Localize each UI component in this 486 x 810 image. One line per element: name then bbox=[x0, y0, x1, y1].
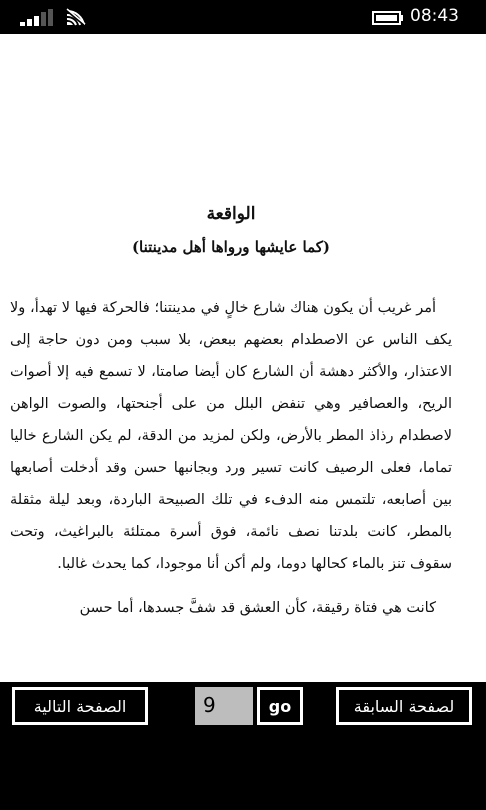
article bbox=[10, 204, 452, 634]
page-number-input[interactable]: 9 bbox=[195, 687, 253, 725]
go-button[interactable]: go bbox=[257, 687, 303, 725]
status-bar bbox=[0, 0, 486, 34]
article-title: الواقعة bbox=[206, 204, 256, 224]
wifi-icon bbox=[64, 8, 86, 26]
next-page-button[interactable]: الصفحة التالية bbox=[12, 687, 148, 725]
battery-icon bbox=[372, 11, 404, 25]
previous-page-button[interactable]: لصفحة السابقة bbox=[336, 687, 472, 725]
article-subtitle: (كما عايشها ورواها أهل مدينتنا) bbox=[131, 238, 331, 256]
page-navigation-bar bbox=[0, 682, 486, 810]
article-paragraph: كانت هي فتاة رقيقة، كأن العشق قد شفَّ جسدها، أما حسن bbox=[79, 600, 436, 616]
clock: 08:43 bbox=[410, 6, 459, 26]
article-paragraph: أمر غريب أن يكون هناك شارع خالٍ في مدينتنا؛ فالحركة فيها لا تهدأ، ولا يكف الناس عن الاصطدام بعضهم ببعض، بلا سبب ومن دون حاجة إلى الاعتذار، والأكثر دهشة أن الشارع كان أيضا صامتا، لا تسمع فيه إلا أصوات الريح، والعصافير وهي تنفض البلل من على أجنحتها، والصوت الواهن لاصطدام رذاذ المطر بالأرض، ولكن لمزيد من الدقة، لم يكن الشارع خاليا تماما، فعلى الرصيف كانت تسير ورد وبجانبها حسن وقد أدخلت أصابعها بين أصابعه، تلتمس منه الدفء في تلك الصبيحة الباردة، وبعد ليلة مثقلة بالمطر، كانت بلدتنا نصف نائمة، فوق أسرة ممتلئة بالبراغيث، وتحت سقوف تنز بالماء كحالها دوما، ولم أكن أنا موجودا، كما يحدث غالبا. bbox=[10, 300, 452, 572]
signal-strength-icon bbox=[20, 9, 56, 26]
book-page[interactable] bbox=[0, 34, 486, 682]
